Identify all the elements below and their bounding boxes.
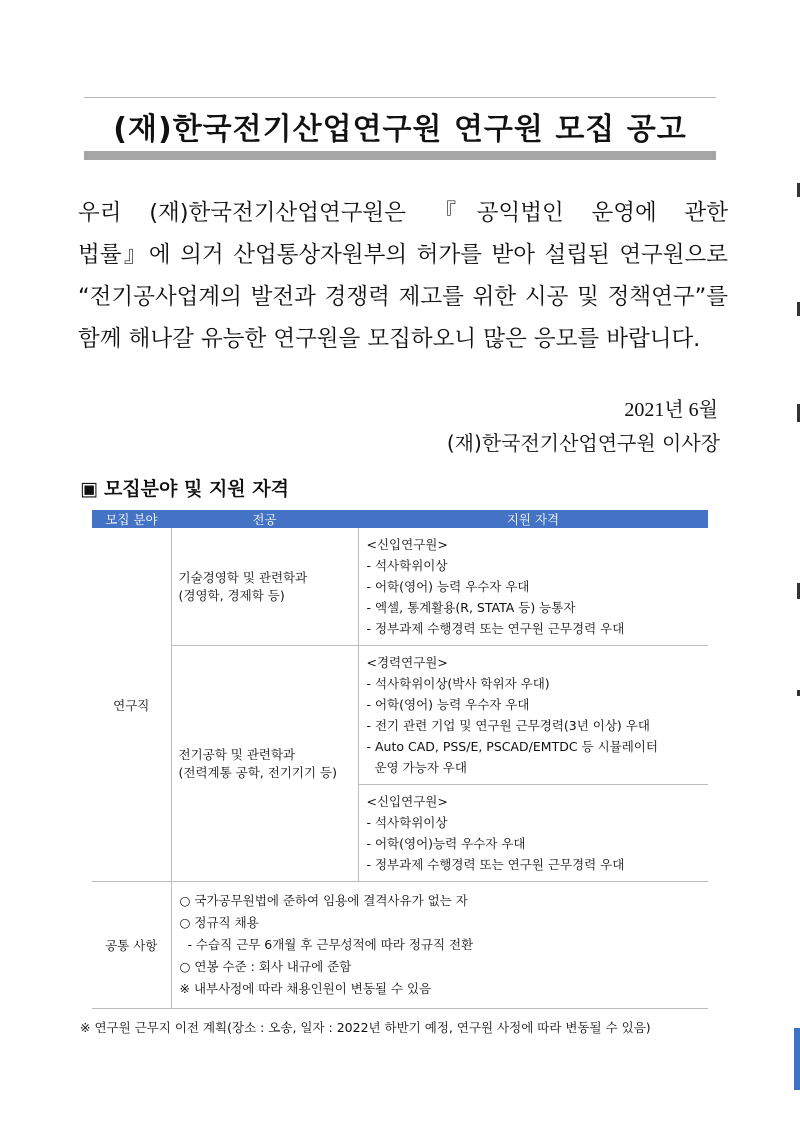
- major-cell: [171, 646, 358, 882]
- major-name: 기술경영학 및 관련학과: [178, 569, 308, 585]
- qual-line: - 엑셀, 통계활용(R, STATA 등) 능통자: [366, 600, 576, 615]
- header-major: 전공: [171, 510, 358, 528]
- section-heading: [80, 474, 289, 501]
- page-edge-tab: [794, 1028, 800, 1090]
- qual-line: - 정부과제 수행경력 또는 연구원 근무경력 우대: [366, 621, 625, 636]
- qual-line: 운영 가능자 우대: [366, 760, 467, 775]
- common-line: - 수습직 근무 6개월 후 근무성적에 따라 정규직 전환: [179, 937, 474, 952]
- page-title: (재)한국전기산업연구원 연구원 모집 공고: [113, 112, 687, 147]
- recruitment-table: [92, 510, 708, 1009]
- qual-line: - 어학(영어) 능력 우수자 우대: [366, 579, 530, 594]
- intro-line: 우리 (재)한국전기산업연구원은 『공익법인 운영에 관한: [78, 200, 728, 226]
- qualification-cell: [358, 646, 708, 785]
- qual-line: <신입연구원>: [366, 537, 448, 552]
- common-label-cell: 공통 사항: [92, 882, 171, 1009]
- table-row: [92, 528, 708, 646]
- qual-line: <신입연구원>: [366, 794, 448, 809]
- table-row: [92, 882, 708, 1009]
- intro-line: “전기공사업계의 발전과 경쟁력 제고를 위한 시공 및 정책연구”를: [78, 284, 728, 310]
- qual-line: - 석사학위이상: [366, 815, 448, 830]
- title-underline: [84, 151, 716, 160]
- qual-line: - 석사학위이상: [366, 558, 448, 573]
- header-field: 모집 분야: [92, 510, 171, 528]
- qual-line: - 어학(영어) 능력 우수자 우대: [366, 697, 530, 712]
- common-line: ○ 연봉 수준 : 회사 내규에 준함: [179, 959, 352, 974]
- qual-line: - 전기 관련 기업 및 연구원 근무경력(3년 이상) 우대: [366, 718, 650, 733]
- intro-line: 법률』에 의거 산업통상자원부의 허가를 받아 설립된 연구원으로: [78, 242, 728, 268]
- section-title: 모집분야 및 지원 자격: [103, 478, 289, 500]
- top-rule: [84, 97, 716, 98]
- common-cell: [171, 882, 708, 1009]
- footnote: ※ 연구원 근무지 이전 계획(장소 : 오송, 일자 : 2022년 하반기 예정, 연구원 사정에 따라 변동될 수 있음): [80, 1020, 651, 1035]
- qualification-cell: [358, 528, 708, 646]
- field-cell: 연구직: [92, 528, 171, 882]
- major-detail: (전력계통 공학, 전기기기 등): [178, 764, 337, 780]
- major-detail: (경영학, 경제학 등): [178, 587, 285, 603]
- signer: (재)한국전기산업연구원 이사장: [446, 431, 720, 455]
- table-row: [92, 646, 708, 785]
- qual-line: <경력연구원>: [366, 655, 448, 670]
- qual-line: - 정부과제 수행경력 또는 연구원 근무경력 우대: [366, 857, 625, 872]
- intro-paragraph: [78, 192, 728, 360]
- major-cell: [171, 528, 358, 646]
- major-name: 전기공학 및 관련학과: [178, 746, 296, 762]
- common-line: ○ 정규직 채용: [179, 915, 259, 930]
- common-line: ○ 국가공무원법에 준하여 임용에 결격사유가 없는 자: [179, 893, 468, 908]
- common-line: ※ 내부사정에 따라 채용인원이 변동될 수 있음: [179, 981, 432, 996]
- qualification-cell: [358, 785, 708, 882]
- square-bullet-icon: ▣: [80, 478, 98, 500]
- table-header-row: [92, 510, 708, 528]
- qual-line: - 어학(영어)능력 우수자 우대: [366, 836, 526, 851]
- intro-line: 함께 해나갈 유능한 연구원을 모집하오니 많은 응모를 바랍니다.: [78, 326, 701, 352]
- header-qualification: 지원 자격: [358, 510, 708, 528]
- announcement-date: 2021년 6월: [624, 399, 718, 421]
- qual-line: - 석사학위이상(박사 학위자 우대): [366, 676, 550, 691]
- qual-line: - Auto CAD, PSS/E, PSCAD/EMTDC 등 시뮬레이터: [366, 739, 658, 754]
